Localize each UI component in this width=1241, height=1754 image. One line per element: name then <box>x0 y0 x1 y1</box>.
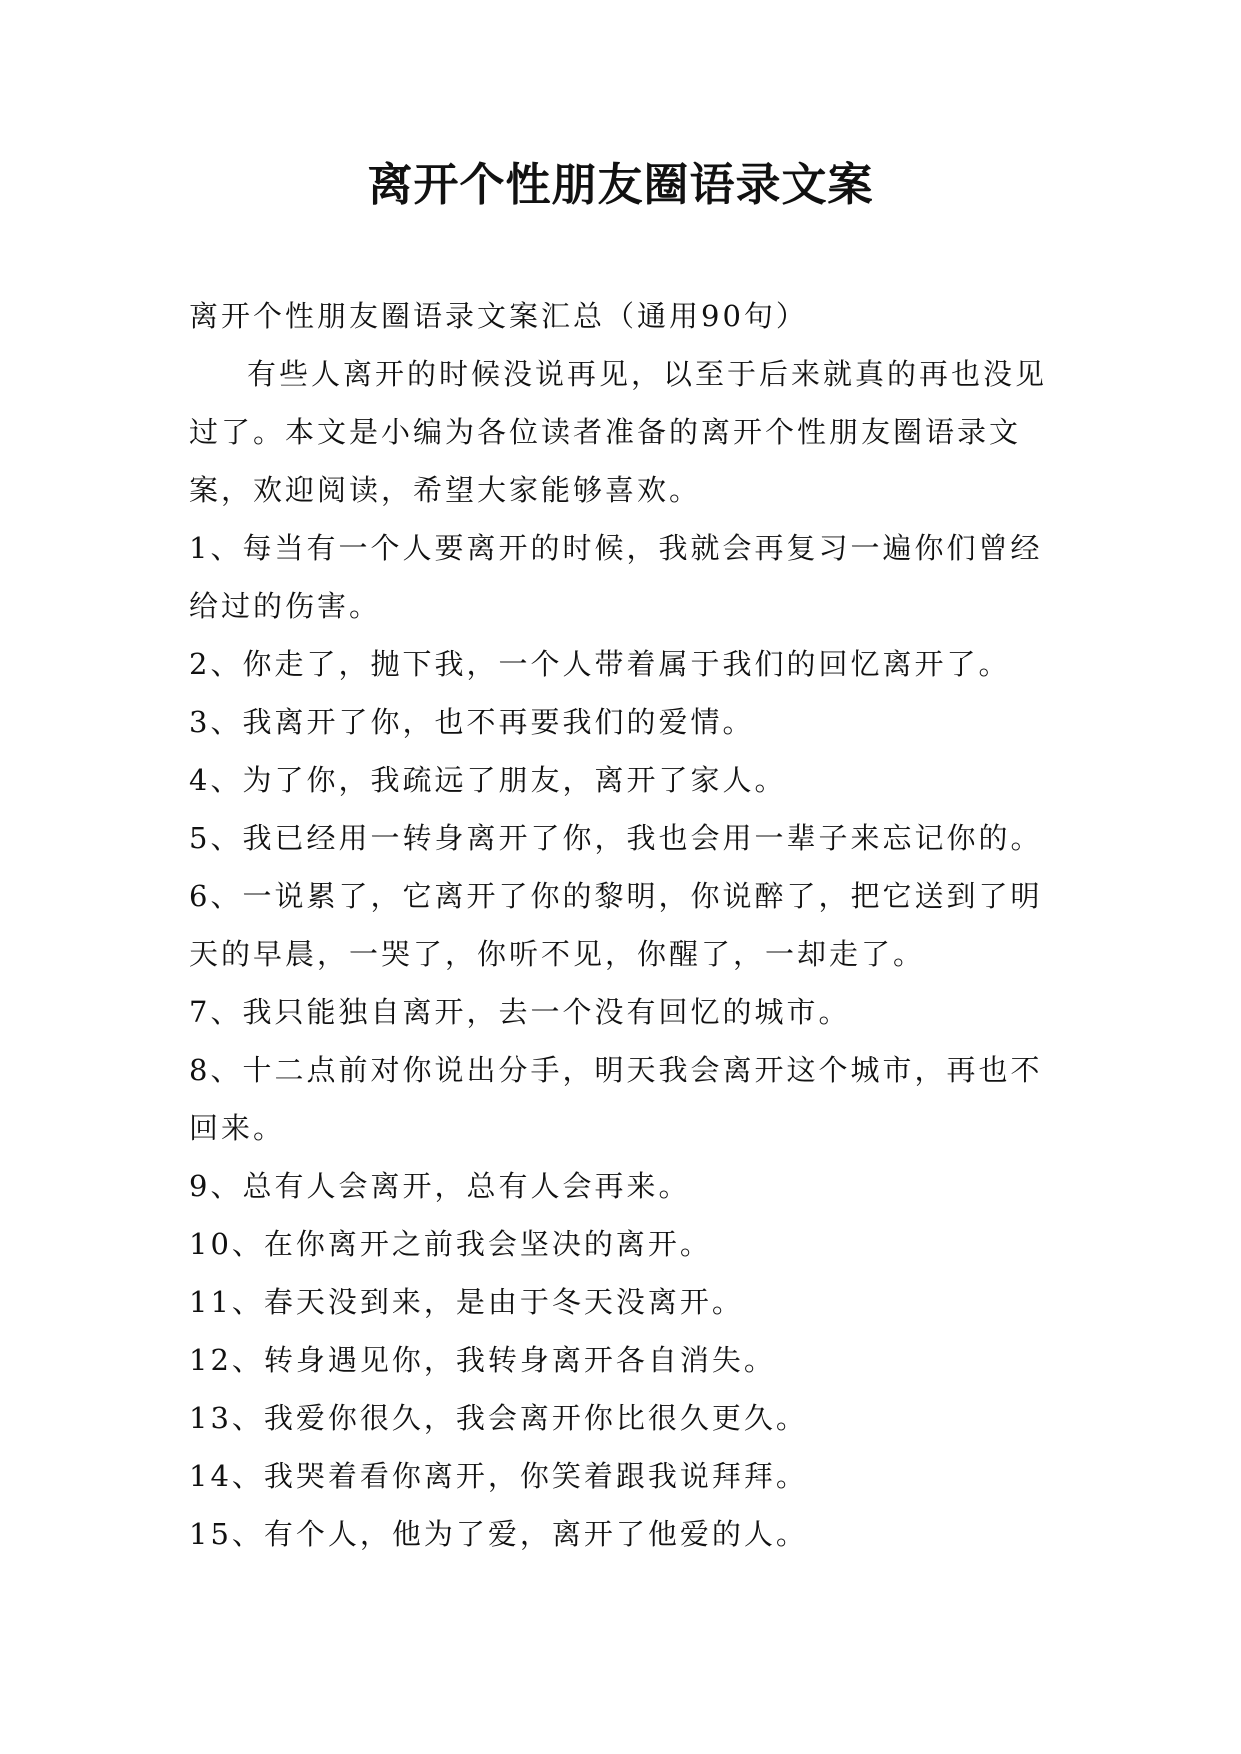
quote-item: 9、总有人会离开，总有人会再来。 <box>189 1169 691 1203</box>
quote-item: 10、在你离开之前我会坚决的离开。 <box>189 1227 712 1261</box>
document-body <box>189 287 1069 1563</box>
quote-item: 14、我哭着看你离开，你笑着跟我说拜拜。 <box>189 1459 808 1493</box>
quote-item: 4、为了你，我疏远了朋友，离开了家人。 <box>189 763 787 797</box>
quote-item: 11、春天没到来，是由于冬天没离开。 <box>189 1285 744 1319</box>
quote-item: 2、你走了，抛下我，一个人带着属于我们的回忆离开了。 <box>189 647 1011 681</box>
document-title: 离开个性朋友圈语录文案 <box>367 158 874 211</box>
quote-item: 6、一说累了，它离开了你的黎明，你说醉了，把它送到了明天的早晨，一哭了，你听不见，你醒了，一却走了。 <box>189 879 1043 971</box>
quote-item: 3、我离开了你，也不再要我们的爱情。 <box>189 705 755 739</box>
document-subtitle: 离开个性朋友圈语录文案汇总（通用90句） <box>189 299 808 333</box>
intro-paragraph: 有些人离开的时候没说再见，以至于后来就真的再也没见过了。本文是小编为各位读者准备的离开个性朋友圈语录文案，欢迎阅读，希望大家能够喜欢。 <box>189 357 1048 507</box>
quote-item: 12、转身遇见你，我转身离开各自消失。 <box>189 1343 776 1377</box>
quote-item: 8、十二点前对你说出分手，明天我会离开这个城市，再也不回来。 <box>189 1053 1043 1145</box>
quote-item: 15、有个人，他为了爱，离开了他爱的人。 <box>189 1517 808 1551</box>
quote-item: 13、我爱你很久，我会离开你比很久更久。 <box>189 1401 808 1435</box>
quote-item: 1、每当有一个人要离开的时候，我就会再复习一遍你们曾经给过的伤害。 <box>189 531 1043 623</box>
quote-item: 7、我只能独自离开，去一个没有回忆的城市。 <box>189 995 851 1029</box>
quote-item: 5、我已经用一转身离开了你，我也会用一辈子来忘记你的。 <box>189 821 1043 855</box>
